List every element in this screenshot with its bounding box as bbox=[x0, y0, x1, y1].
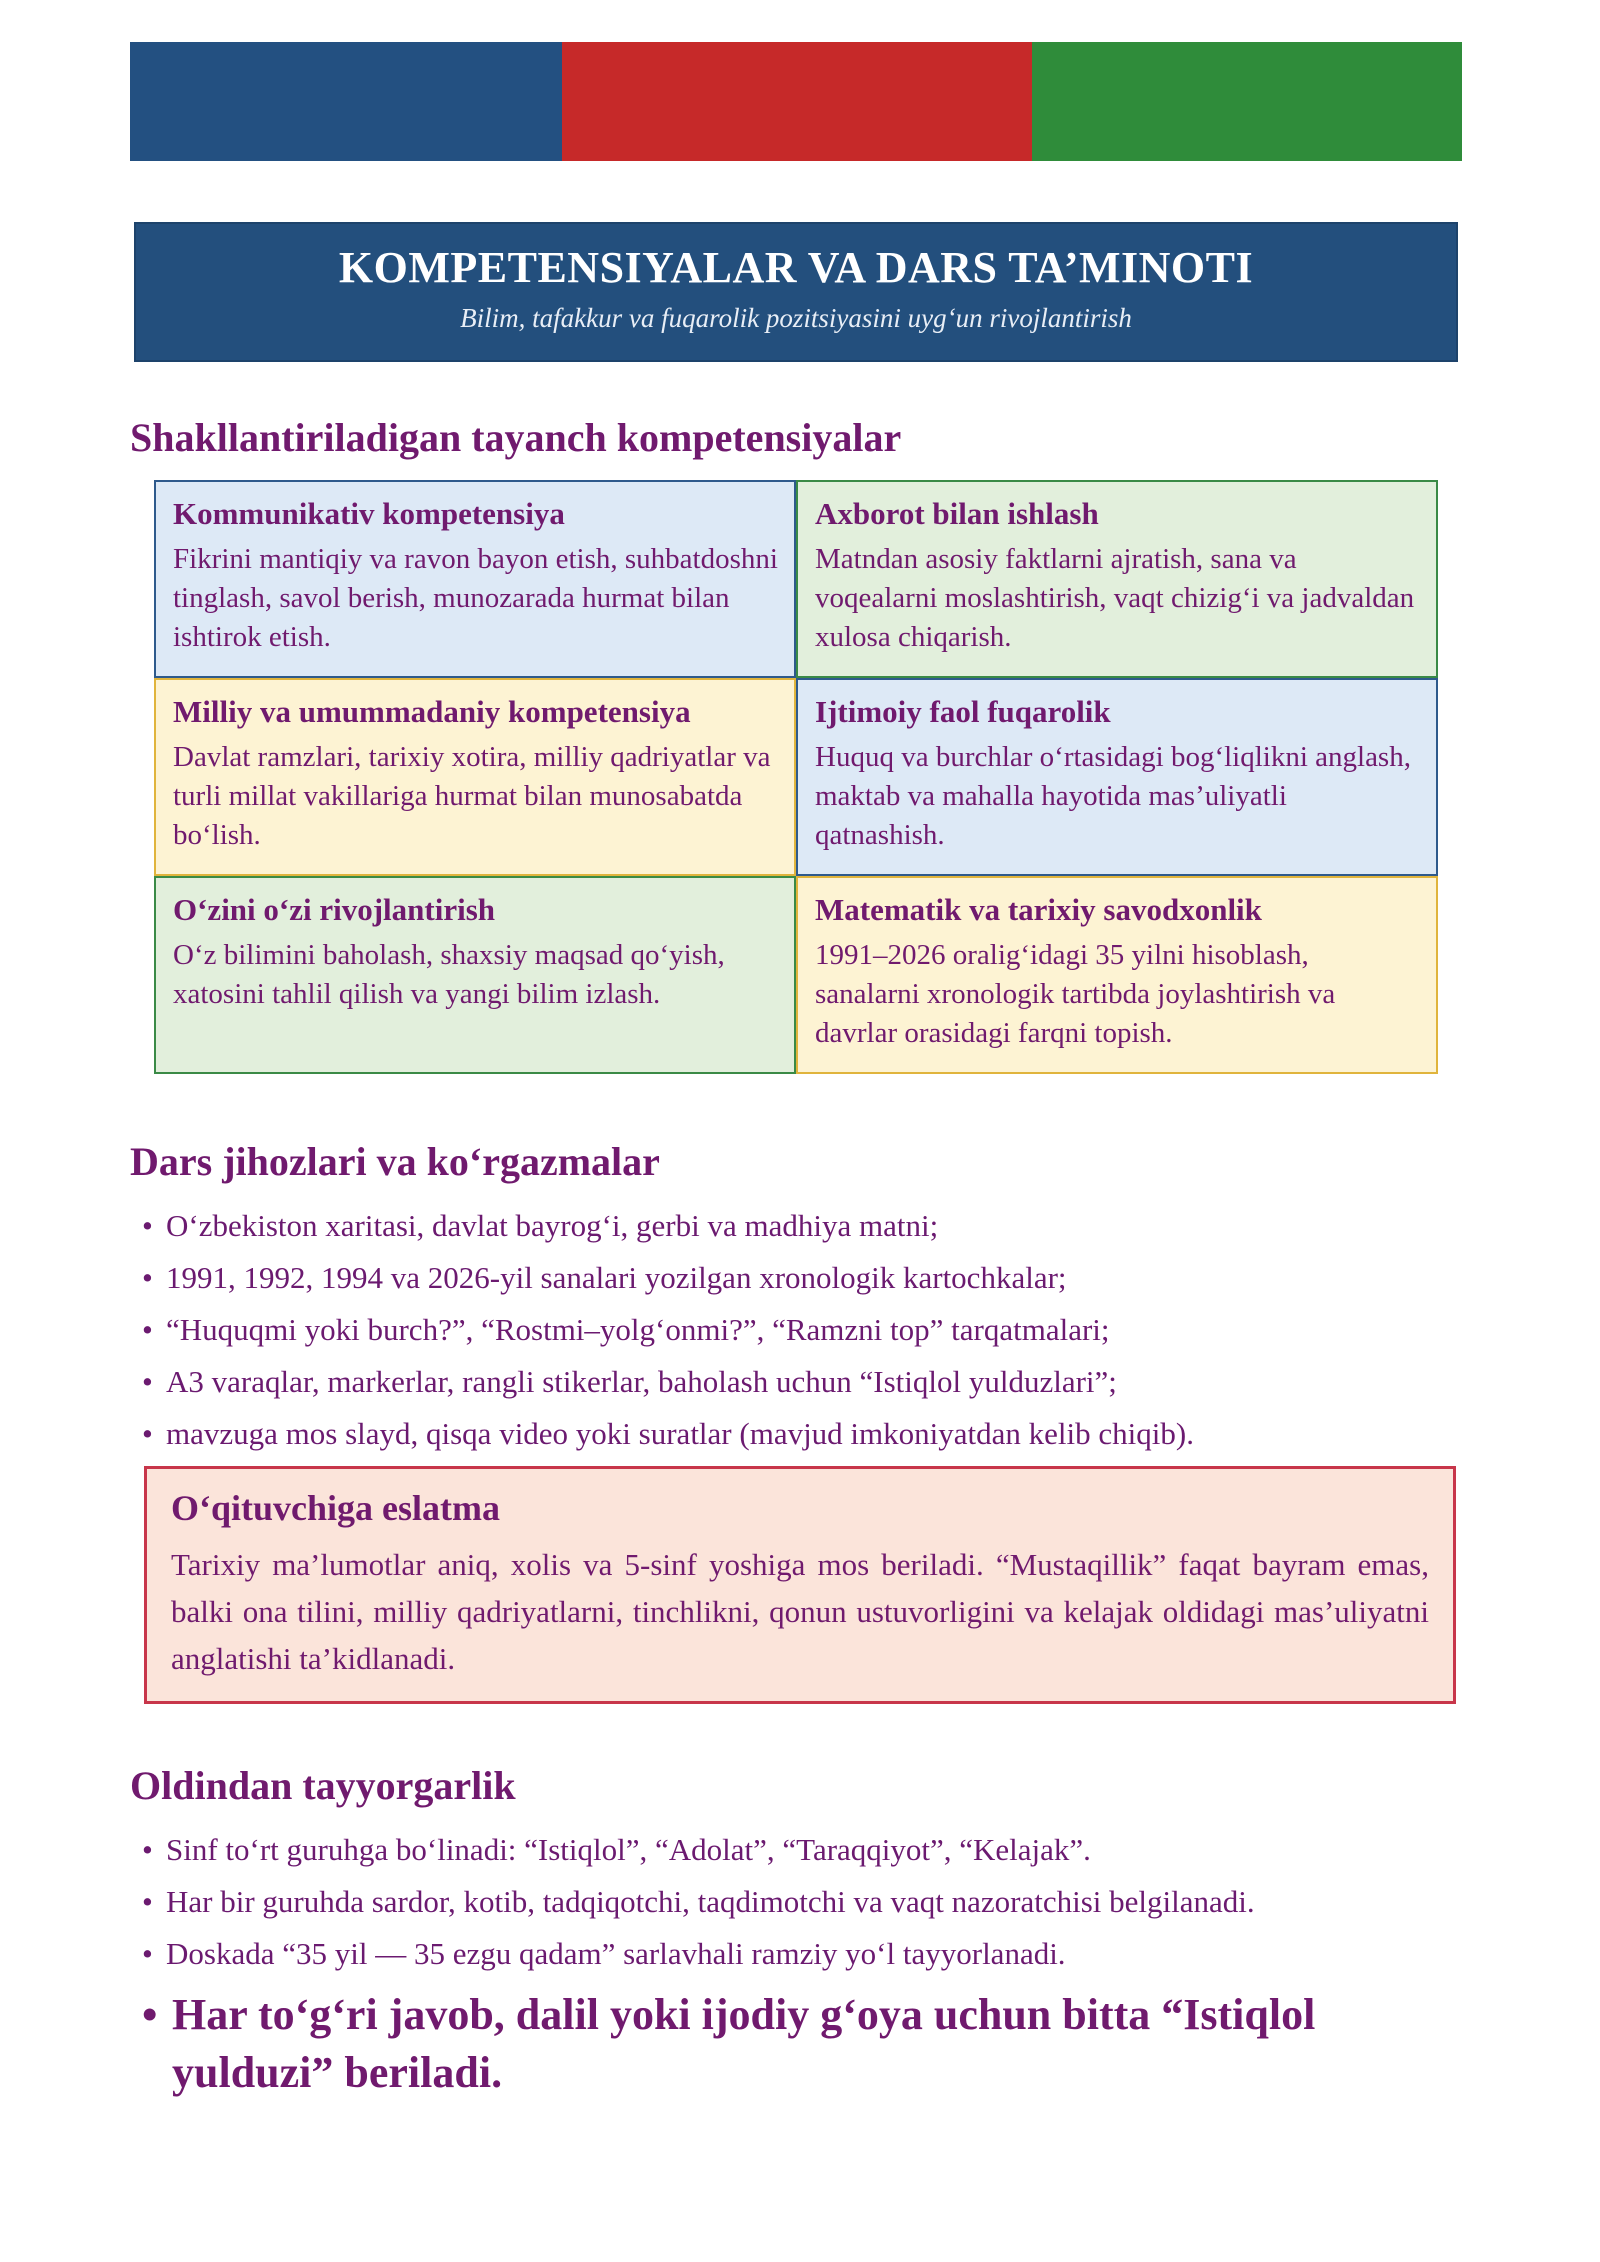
bullet-icon: • bbox=[142, 1260, 153, 1295]
competency-title: Axborot bilan ishlash bbox=[815, 496, 1099, 531]
title-banner bbox=[134, 222, 1458, 362]
competency-card bbox=[154, 480, 796, 678]
competency-card bbox=[796, 480, 1438, 678]
bullet-icon: • bbox=[142, 1416, 153, 1451]
competency-description: Huquq va burchlar o‘rtasidagi bog‘liqlikni anglash, maktab va mahalla hayotida mas’uliyatli qatnashish. bbox=[815, 741, 1411, 851]
page-title: KOMPETENSIYALAR VA DARS TA’MINOTI bbox=[338, 243, 1254, 292]
bullet-icon: • bbox=[142, 1208, 153, 1243]
preparation-heading: Oldindan tayyorgarlik bbox=[130, 1763, 516, 1808]
competency-card bbox=[154, 678, 796, 876]
bullet-icon: • bbox=[142, 1936, 153, 1971]
competency-title: Milliy va umummadaniy kompetensiya bbox=[173, 694, 691, 729]
competency-title: Kommunikativ kompetensiya bbox=[173, 496, 565, 531]
flag-stripe bbox=[130, 42, 1462, 161]
bullet-icon: • bbox=[142, 1312, 153, 1347]
bullet-icon: • bbox=[142, 1990, 158, 2039]
flag-stripe-blue bbox=[130, 42, 562, 161]
bullet-icon: • bbox=[142, 1884, 153, 1919]
equipment-heading: Dars jihozlari va ko‘rgazmalar bbox=[130, 1139, 660, 1184]
flag-stripe-green bbox=[1032, 42, 1462, 161]
highlight-item bbox=[142, 1986, 1442, 2102]
competency-description: Fikrini mantiqiy va ravon bayon etish, suhbatdoshni tinglash, savol berish, munozarada hurmat bilan ishtirok etish. bbox=[173, 543, 778, 653]
list-item: • O‘zbekiston xaritasi, davlat bayrog‘i, gerbi va madhiya matni; bbox=[142, 1200, 1194, 1252]
list-item: • Doskada “35 yil — 35 ezgu qadam” sarlavhali ramziy yo‘l tayyorlanadi. bbox=[142, 1928, 1255, 1980]
list-item: • 1991, 1992, 1994 va 2026-yil sanalari yozilgan xronologik kartochkalar; bbox=[142, 1252, 1194, 1304]
competency-title: O‘zini o‘zi rivojlantirish bbox=[173, 892, 496, 927]
competency-title: Matematik va tarixiy savodxonlik bbox=[815, 892, 1262, 927]
competency-title: Ijtimoiy faol fuqarolik bbox=[815, 694, 1111, 729]
competency-card bbox=[796, 678, 1438, 876]
list-item: • mavzuga mos slayd, qisqa video yoki suratlar (mavjud imkoniyatdan kelib chiqib). bbox=[142, 1408, 1194, 1460]
competency-card bbox=[154, 876, 796, 1074]
competencies-grid bbox=[154, 480, 1438, 1074]
competency-description: 1991–2026 oralig‘idagi 35 yilni hisoblash, sanalarni xronologik tartibda joylashtirish va davrlar orasidagi farqni topish. bbox=[815, 939, 1336, 1049]
competencies-heading: Shakllantiriladigan tayanch kompetensiyalar bbox=[130, 415, 902, 460]
competency-description: O‘z bilimini baholash, shaxsiy maqsad qo‘yish, xatosini tahlil qilish va yangi bilim izlash. bbox=[173, 939, 725, 1010]
teacher-note-box bbox=[144, 1466, 1456, 1704]
page-subtitle: Bilim, tafakkur va fuqarolik pozitsiyasini uyg‘un rivojlantirish bbox=[460, 303, 1132, 333]
teacher-note-title: O‘qituvchiga eslatma bbox=[171, 1488, 500, 1528]
bullet-icon: • bbox=[142, 1364, 153, 1399]
equipment-list bbox=[142, 1200, 1194, 1460]
list-item: • “Huquqmi yoki burch?”, “Rostmi–yolg‘onmi?”, “Ramzni top” tarqatmalari; bbox=[142, 1304, 1194, 1356]
list-item: • A3 varaqlar, markerlar, rangli stikerlar, baholash uchun “Istiqlol yulduzlari”; bbox=[142, 1356, 1194, 1408]
bullet-icon: • bbox=[142, 1832, 153, 1867]
competency-description: Matndan asosiy faktlarni ajratish, sana va voqealarni moslashtirish, vaqt chizig‘i va jadvaldan xulosa chiqarish. bbox=[815, 543, 1415, 653]
competency-card bbox=[796, 876, 1438, 1074]
flag-stripe-red bbox=[562, 42, 1032, 161]
list-item: • Har bir guruhda sardor, kotib, tadqiqotchi, taqdimotchi va vaqt nazoratchisi belgilanadi. bbox=[142, 1876, 1255, 1928]
preparation-list bbox=[142, 1824, 1255, 1980]
competency-description: Davlat ramzlari, tarixiy xotira, milliy qadriyatlar va turli millat vakillariga hurmat bilan munosabatda bo‘lish. bbox=[173, 741, 771, 851]
teacher-note-body: Tarixiy ma’lumotlar aniq, xolis va 5-sinf yoshiga mos beriladi. “Mustaqillik” faqat bayram emas, balki ona tilini, milliy qadriyatlarni, tinchlikni, qonun ustuvorligini va kelajak oldidagi mas’uliyatni anglatishi ta’kidlanadi. bbox=[171, 1547, 1429, 1676]
highlight-text: Har to‘g‘ri javob, dalil yoki ijodiy g‘oya uchun bitta “Istiqlol yulduzi” beriladi. bbox=[172, 1990, 1316, 2097]
list-item: • Sinf to‘rt guruhga bo‘linadi: “Istiqlol”, “Adolat”, “Taraqqiyot”, “Kelajak”. bbox=[142, 1824, 1255, 1876]
